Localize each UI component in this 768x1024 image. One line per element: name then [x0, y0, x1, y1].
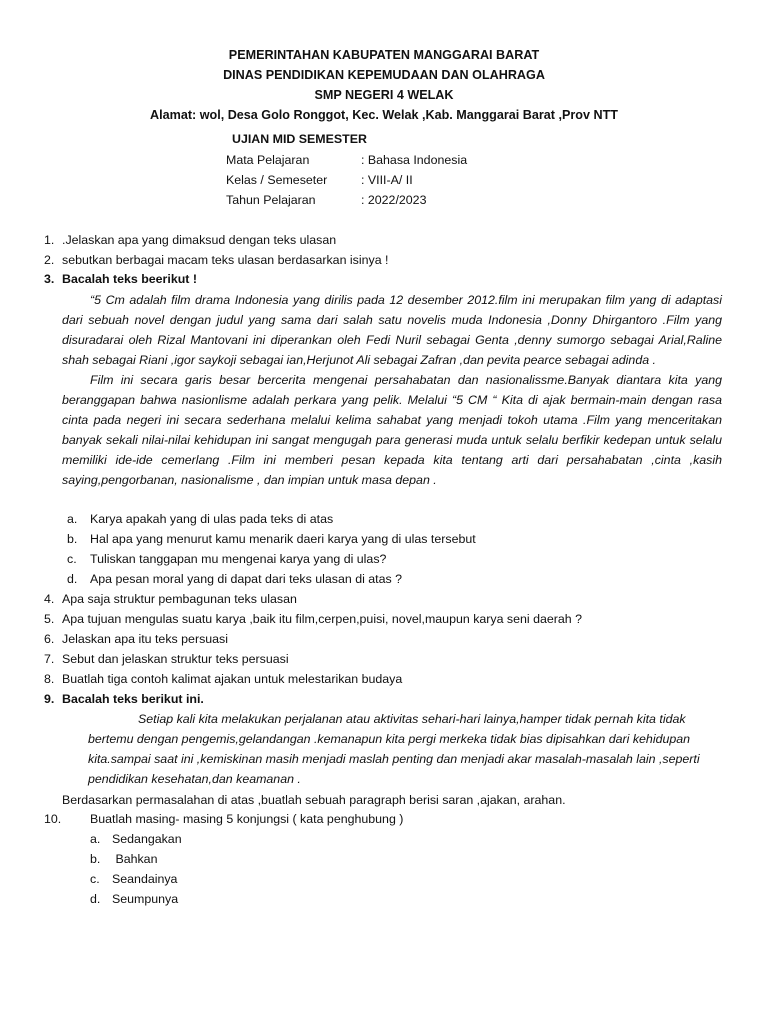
sub-letter: b.: [67, 532, 78, 546]
question-number: 7.: [44, 652, 55, 666]
info-value: : VIII-A/ II: [361, 173, 413, 187]
question-text: .Jelaskan apa yang dimaksud dengan teks ulasan: [62, 233, 337, 247]
sub-text: Tuliskan tanggapan mu mengenai karya yang di ulas?: [90, 552, 387, 566]
sub-text: Karya apakah yang di ulas pada teks di atas: [90, 512, 334, 526]
question-text: Buatlah masing- masing 5 konjungsi ( kata penghubung ): [90, 812, 404, 826]
question-9: [44, 690, 204, 708]
header-government: PEMERINTAHAN KABUPATEN MANGGARAI BARAT: [228, 48, 540, 62]
option-text: Seandainya: [112, 872, 178, 886]
reading-paragraph-2: Film ini secara garis besar bercerita mengenai persahabatan dan nasionalissme.Banyak diantara kita yang beranggapan bahwa nasionlisme adalah perkara yang pelik. Melalui “5 CM “ Kita di ajak bermain-main dengan rasa cinta pada negeri ini secara sederhana melalui kelima sahabat yang menjadi tokoh utama .Film yang menceritakan banyak sekali nilai-nilai kehidupan ini sangat mengugah para generasi muda untuk selalu berfikir kedepan untuk selalu memiliki ide-ide cemerlang .Film ini memberi pesan kepada kita tentang arti dari persahabatan ,cinta ,kasih saying,pengorbanan, nasionalisme , dan impian untuk masa depan .: [62, 373, 722, 487]
header-school: SMP NEGERI 4 WELAK: [314, 88, 454, 102]
question-2: [44, 251, 388, 269]
question-1: [44, 231, 336, 249]
question-8: [44, 670, 402, 688]
q9-instruction: Berdasarkan permasalahan di atas ,buatlah sebuah paragraph berisi saran ,ajakan, arahan.: [62, 793, 566, 807]
info-value: : Bahasa Indonesia: [361, 153, 468, 167]
question-text: Apa saja struktur pembagunan teks ulasan: [62, 592, 297, 606]
question-10: [44, 810, 403, 828]
question-number: 9.: [44, 692, 55, 706]
reading-paragraph-q9: Setiap kali kita melakukan perjalanan atau aktivitas sehari-hari lainya,hamper tidak pernah kita tidak bertemu dengan pengemis,gelandangan .kemanapun kita pergi merkeka tidak bias dipisahkan dari kehidupan kita.sampai saat ini ,kemiskinan masih menjadi maslah penting dan menjadi akar masalah-masalah lain ,seperti pendidikan kesehatan,dan keamanan .: [88, 712, 700, 786]
info-label: Kelas / Semeseter: [226, 173, 328, 187]
option-letter: b.: [90, 852, 101, 866]
sub-text: Hal apa yang menurut kamu menarik daeri karya yang di ulas tersebut: [90, 532, 476, 546]
question-text: Apa tujuan mengulas suatu karya ,baik itu film,cerpen,puisi, novel,maupun karya seni daerah ?: [62, 612, 583, 626]
option-b: [90, 849, 157, 869]
info-label: Tahun Pelajaran: [226, 193, 316, 207]
option-text: Sedangakan: [112, 832, 182, 846]
question-number: 2.: [44, 253, 55, 267]
question-3: [44, 270, 197, 288]
question-7: [44, 650, 289, 668]
header-address: Alamat: wol, Desa Golo Ronggot, Kec. Welak ,Kab. Manggarai Barat ,Prov NTT: [150, 108, 618, 122]
option-text: Bahkan: [112, 852, 158, 866]
question-number: 5.: [44, 612, 55, 626]
header-department: DINAS PENDIDIKAN KEPEMUDAAN DAN OLAHRAGA: [223, 68, 545, 82]
info-label: Mata Pelajaran: [226, 153, 310, 167]
question-5: [44, 610, 582, 628]
question-4: [44, 590, 297, 608]
question-text: Bacalah teks beerikut !: [62, 272, 197, 286]
question-text: Bacalah teks berikut ini.: [62, 692, 204, 706]
question-text: Jelaskan apa itu teks persuasi: [62, 632, 228, 646]
question-text: sebutkan berbagai macam teks ulasan berdasarkan isinya !: [62, 253, 389, 267]
sub-letter: a.: [67, 512, 78, 526]
sub-question-d: [67, 569, 402, 589]
question-number: 8.: [44, 672, 55, 686]
sub-question-a: [67, 509, 333, 529]
option-c: [90, 869, 177, 889]
option-text: Seumpunya: [112, 892, 179, 906]
sub-letter: c.: [67, 552, 77, 566]
question-number: 3.: [44, 272, 55, 286]
option-letter: a.: [90, 832, 101, 846]
question-number: 10.: [44, 812, 62, 826]
question-6: [44, 630, 228, 648]
info-value: : 2022/2023: [361, 193, 427, 207]
option-letter: d.: [90, 892, 101, 906]
sub-question-c: [67, 549, 386, 569]
option-letter: c.: [90, 872, 100, 886]
question-text: Buatlah tiga contoh kalimat ajakan untuk melestarikan budaya: [62, 672, 403, 686]
question-number: 4.: [44, 592, 55, 606]
exam-title: UJIAN MID SEMESTER: [232, 132, 367, 146]
option-a: [90, 829, 182, 849]
sub-question-b: [67, 529, 476, 549]
sub-text: Apa pesan moral yang di dapat dari teks ulasan di atas ?: [90, 572, 403, 586]
sub-letter: d.: [67, 572, 78, 586]
question-number: 1.: [44, 233, 55, 247]
option-d: [90, 889, 178, 909]
question-number: 6.: [44, 632, 55, 646]
reading-paragraph-1: “5 Cm adalah film drama Indonesia yang dirilis pada 12 desember 2012.film ini merupakan film yang di adaptasi dari sebuah novel dengan judul yang sama dari salah satu novelis muda Indonesia ,Donny Dhirgantoro .Film yang disuradarai oleh Rizal Mantovani ini diperankan oleh Fedi Nuril sebagai Genta ,denny sumorgo sebagai Arial,Raline shah sebagai Riani ,igor saykoji sebagai ian,Herjunot Ali sebagai Zafran ,dan pevita pearce sebagai adinda .: [62, 293, 722, 367]
question-text: Sebut dan jelaskan struktur teks persuasi: [62, 652, 289, 666]
